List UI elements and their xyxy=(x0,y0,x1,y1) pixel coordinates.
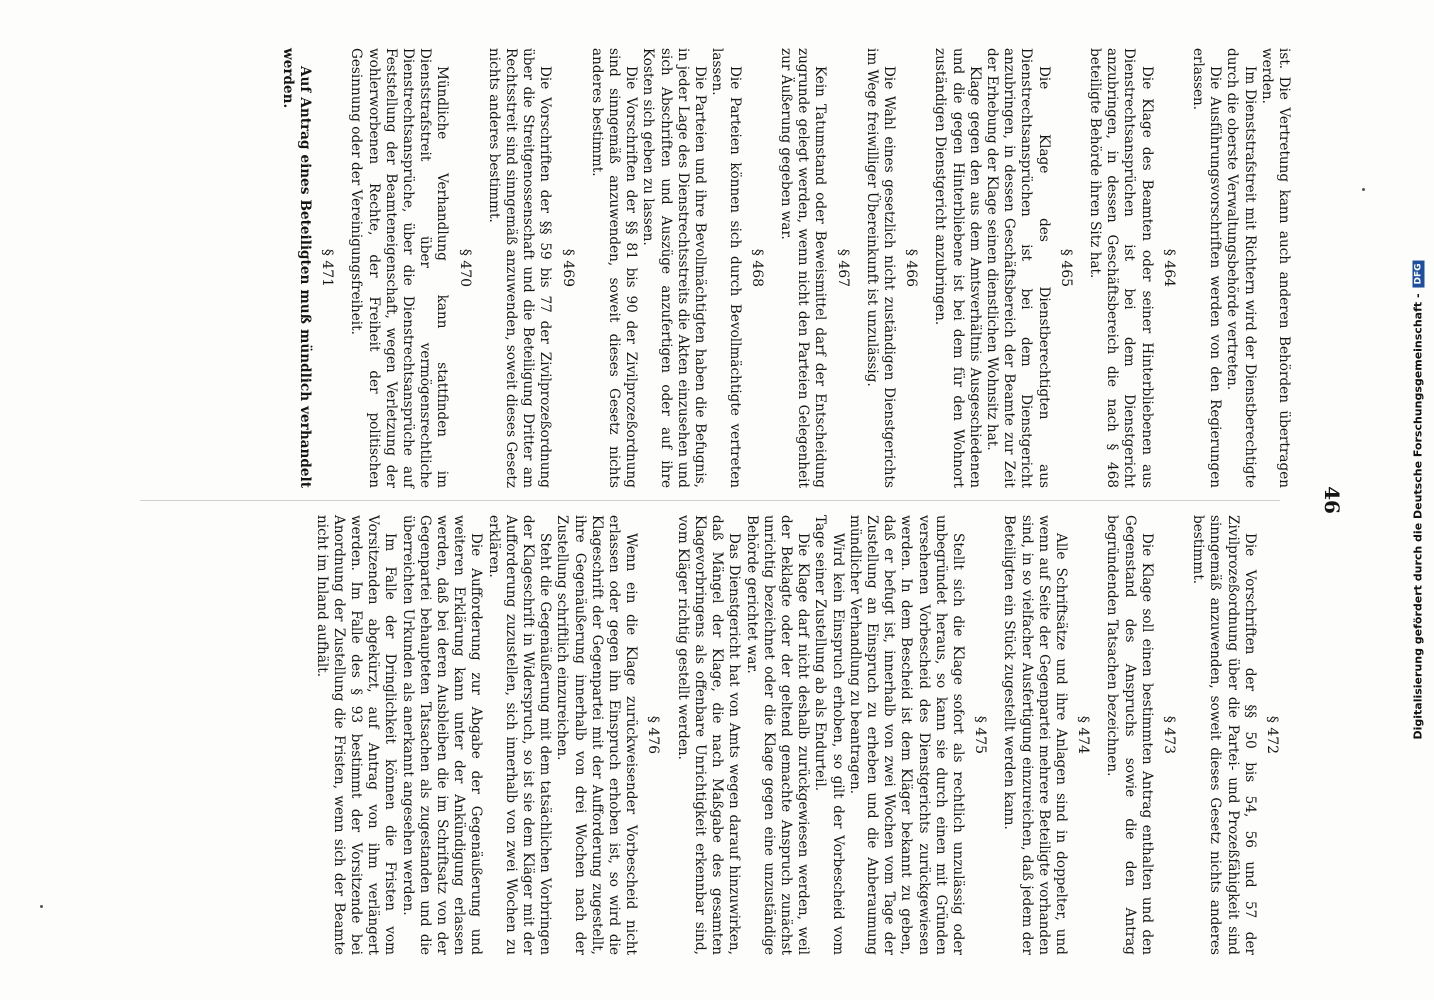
section-heading: § 474 xyxy=(1075,715,1092,755)
section-heading: § 473 xyxy=(1160,715,1177,755)
paragraph: Die Aufforderung zur Abgabe der Gegenäußerung und weiteren Erklärung kann unter der Ankündigung erlassen werden, daß bei deren Ausbleiben die im Schriftsatz von der Gegenpartei behaupteten Tatsachen als zugestanden und die überreichten Urkunden als anerkannt angesehen werden. xyxy=(399,515,485,955)
paragraph: Stellt sich die Klage sofort als rechtlich unzulässig oder unbegründet heraus, so kann sie durch einen mit Gründen versehenen Vorbescheid des Dienstgerichts zurückgewiesen werden. In dem Bescheid ist dem Kläger bekannt zu geben, daß er befugt ist, innerhalb von zwei Wochen vom Tage der Zustellung an Einspruch zu erheben und die Anberaumung mündlicher Verhandlung zu beantragen. xyxy=(846,515,966,955)
paragraph: Im Dienststrafstreit mit Richtern wird der Dienstberechtigte durch die oberste Verwaltungsbehörde vertreten. xyxy=(1224,48,1258,488)
section-heading: § 465 xyxy=(1057,248,1074,288)
paragraph: Die Parteien können sich durch Bevollmächtigte vertreten lassen. xyxy=(709,48,743,488)
section-heading: § 475 xyxy=(972,715,989,755)
right-column xyxy=(312,515,1292,955)
paragraph: Wenn ein die Klage zurückweisender Vorbescheid nicht erlassen oder gegen ihn Einspruch erhoben ist, so wird die Klageschrift der Gegenpartei mit der Aufforderung zugestellt, ihre Gegenäußerung innerhalb von drei Wochen nach der Zustellung schriftlich einzureichen. xyxy=(554,515,640,955)
digitization-note xyxy=(1412,260,1425,739)
page-number: 46 xyxy=(1320,486,1344,514)
section-heading: § 468 xyxy=(748,248,765,288)
paragraph: Die Wahl eines gesetzlich nicht zuständigen Dienstgerichts im Wege freiwilliger Übereinkunft ist unzulässig. xyxy=(863,48,897,488)
dfg-logo: DFG xyxy=(1412,260,1424,287)
paragraph: Im Falle der Dringlichkeit können die Fristen vom Vorsitzenden abgekürzt, auf Antrag von ihm verlängert werden. Im Falle des § 93 bestimmt der Vorsitzende bei Anordnung der Zustellung die Fristen, wenn sich der Beamte nicht im Inland aufhält. xyxy=(313,515,399,955)
column-divider xyxy=(140,500,1280,501)
paragraph: Die Vorschriften der §§ 50 bis 54, 56 und 57 der Zivilprozeßordnung über die Partei- und Prozeßfähigkeit sind sinngemäß anzuwenden, soweit dieses Gesetz nichts anderes bestimmt. xyxy=(1190,515,1258,955)
paragraph: Die Klage des Dienstberechtigten aus Dienstrechtsansprüchen ist bei dem Dienstgericht anzubringen, in dessen Geschäftsbereich der Beamte zur Zeit der Erhebung der Klage seinen dienstlichen Wohnsitz hat. xyxy=(983,48,1052,488)
paragraph: Die Vorschriften der §§ 59 bis 77 der Zivilprozeßordnung über die Streitgenossenschaft und die Beteiligung Dritter am Rechtsstreit sind sinngemäß anzuwenden, soweit dieses Gesetz nichts anderes bestimmt. xyxy=(485,48,554,488)
paragraph: Die Ausführungsvorschriften werden von den Regierungen erlassen. xyxy=(1189,48,1224,488)
paragraph: ist. Die Vertretung kann auch anderen Behörden übertragen werden. xyxy=(1258,48,1292,488)
paragraph: Die Klage soll einen bestimmten Antrag enthalten und den Gegenstand des Anspruchs sowie die den Antrag begründenden Tatsachen bezeichnen. xyxy=(1104,515,1155,955)
left-column xyxy=(279,48,1292,488)
section-heading: § 476 xyxy=(645,715,662,755)
section-heading: § 472 xyxy=(1264,715,1280,755)
paragraph: Wird kein Einspruch erhoben, so gilt der Vorbescheid vom Tage seiner Zustellung ab als Endurteil. xyxy=(812,515,846,955)
section-heading: § 464 xyxy=(1160,248,1177,288)
rotated-page-content xyxy=(62,10,1372,990)
paragraph: Auf Antrag eines Beteiligten muß mündlich verhandelt werden. xyxy=(279,48,314,488)
paragraph: Die Parteien und ihre Bevollmächtigten haben die Befugnis, in jeder Lage des Dienstrechtsstreits die Akten einzusehen und sich Abschriften und Auszüge anzufertigen oder auf ihre Kosten sich geben zu lassen. xyxy=(640,48,709,488)
paragraph: Das Dienstgericht hat von Amts wegen darauf hinzuwirken, daß Mängel der Klage, die nach Maßgabe des gesamten Klagevorbringens als offenbare Unrichtigkeit erkennbar sind, vom Kläger richtig gestellt werden. xyxy=(674,515,743,955)
scan-speck xyxy=(40,905,43,908)
digitization-note-text: Digitalisierung gefördert durch die Deutsche Forschungsgemeinschaft - xyxy=(1411,293,1425,740)
section-heading: § 469 xyxy=(559,248,576,288)
paragraph: Klage gegen den aus dem Amtsverhältnis Ausgeschiedenen und die gegen Hinterbliebene ist bei dem für den Wohnort zuständigen Dienstgericht anzubringen. xyxy=(932,48,983,488)
paragraph: Die Klage darf nicht deshalb zurückgewiesen werden, weil der Beklagte oder der geltend gemachte Anspruch zunächst unrichtig bezeichnet oder die Klage gegen eine unzuständige Behörde gerichtet war. xyxy=(743,515,812,955)
section-heading: § 467 xyxy=(834,248,851,288)
paragraph: Alle Schriftsätze und ihre Anlagen sind in doppelter, und wenn auf Seite der Gegenpartei mehrere Beteiligte vorhanden sind, in so vielfacher Ausfertigung einzureichen, daß jedem der Beteiligten ein Stück zugestellt werden kann. xyxy=(1001,515,1069,955)
section-heading: § 466 xyxy=(903,248,920,288)
paragraph: Die Vorschriften der §§ 81 bis 90 der Zivilprozeßordnung sind sinngemäß anzuwenden, soweit dieses Gesetz nichts anderes bestimmt. xyxy=(588,48,640,488)
section-heading: § 470 xyxy=(456,248,473,288)
section-heading: § 471 xyxy=(319,248,336,288)
scan-speck xyxy=(1362,188,1365,191)
paragraph: Steht die Gegenäußerung mit dem tatsächlichen Vorbringen der Klageschrift in Widerspruch, so ist sie dem Kläger mit der Aufforderung zuzustellen, sich innerhalb von zwei Wochen zu erklären. xyxy=(485,515,554,955)
paragraph: Kein Tatumstand oder Beweismittel darf der Entscheidung zugrunde gelegt werden, wenn nicht den Parteien Gelegenheit zur Äußerung gegeben war. xyxy=(777,48,829,488)
paragraph: Die Klage des Beamten oder seiner Hinterbliebenen aus Dienstrechtsansprüchen ist bei dem Dienstgericht anzubringen, in dessen Geschäftsbereich die nach § 468 beteiligte Behörde ihren Sitz hat. xyxy=(1086,48,1155,488)
paragraph: Mündliche Verhandlung kann stattfinden im Dienststrafstreit über vermögensrechtliche Dienstrechtsansprüche, über die Dienstrechtsansprüche auf Feststellung der Beamteneigenschaft, wegen Verletzung der wohlerworbenen Rechte, der Freiheit der politischen Gesinnung oder der Vereinigungsfreiheit. xyxy=(348,48,451,488)
